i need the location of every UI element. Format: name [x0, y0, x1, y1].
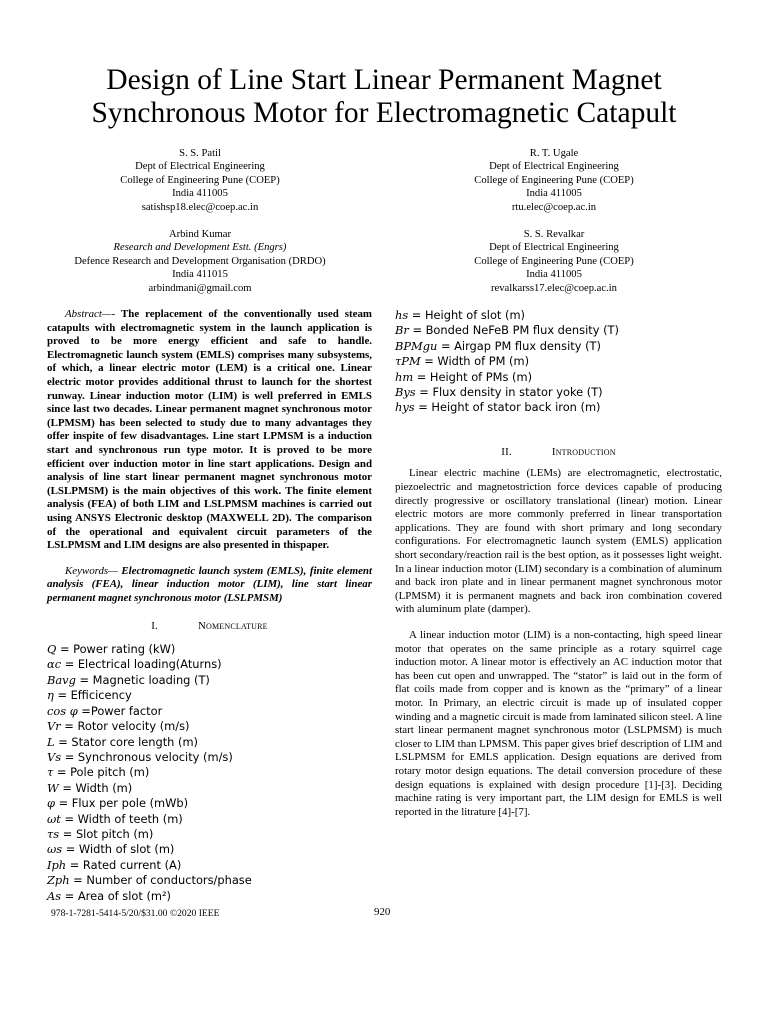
author-name: S. S. Patil [179, 148, 221, 159]
nomenclature-symbol: φ [47, 796, 55, 811]
nomenclature-item [47, 827, 372, 842]
abstract [47, 308, 372, 553]
nomenclature-description: = Height of stator back iron (m) [414, 400, 601, 415]
nomenclature-description: = Height of slot (m) [408, 308, 525, 322]
author-name: Arbind Kumar [168, 229, 232, 240]
nomenclature-list-right [395, 308, 722, 416]
nomenclature-description: = Flux density in stator yoke (T) [415, 385, 603, 400]
author-block-4 [404, 228, 704, 295]
author-dept: Research and Development Estt. (Engrs) [113, 242, 287, 254]
nomenclature-symbol: hys [395, 400, 415, 415]
author-org: College of Engineering Pune (COEP) [120, 174, 280, 186]
nomenclature-item [395, 400, 722, 415]
keywords-label: Keywords [65, 564, 109, 577]
section-number: I. [151, 620, 158, 633]
nomenclature-description: = Width of slot (m) [62, 842, 175, 857]
nomenclature-description: = Rated current (A) [66, 857, 182, 872]
author-block-1 [50, 147, 350, 214]
nomenclature-item [47, 781, 372, 796]
nomenclature-description: = Airgap PM flux density (T) [437, 338, 601, 353]
nomenclature-item [47, 842, 372, 857]
nomenclature-symbol: Vs [47, 749, 62, 764]
nomenclature-item [395, 354, 722, 369]
nomenclature-symbol: τs [47, 826, 60, 841]
section-title: Introduction [551, 445, 616, 458]
nomenclature-item [47, 688, 372, 703]
nomenclature-item [47, 873, 372, 888]
author-location: India 411005 [526, 188, 582, 200]
left-column [47, 308, 372, 904]
nomenclature-symbol: hm [395, 369, 414, 384]
abstract-label: Abstract [65, 308, 102, 320]
nomenclature-list-left [47, 642, 372, 904]
section-heading-nomenclature [47, 620, 372, 634]
nomenclature-symbol: ωt [47, 811, 61, 826]
nomenclature-symbol: hs [395, 308, 409, 322]
nomenclature-description: = Stator core length (m) [54, 734, 198, 749]
author-email: rtu.elec@coep.ac.in [511, 201, 597, 213]
nomenclature-description: = Magnetic loading (T) [75, 672, 210, 687]
nomenclature-item [395, 323, 722, 338]
nomenclature-item [47, 673, 372, 688]
nomenclature-symbol: cos φ [47, 703, 78, 718]
nomenclature-item [47, 704, 372, 719]
nomenclature-symbol: αc [47, 657, 62, 672]
nomenclature-item [47, 796, 372, 811]
nomenclature-symbol: As [47, 888, 62, 903]
author-dept: Dept of Electrical Engineering [135, 161, 265, 173]
nomenclature-symbol: Bys [395, 385, 416, 400]
author-location: India 411015 [172, 269, 228, 281]
nomenclature-description: = Width of teeth (m) [60, 811, 183, 826]
section-number: II. [501, 445, 512, 458]
nomenclature-symbol: Bavg [47, 672, 76, 687]
nomenclature-description: =Power factor [77, 703, 163, 718]
abstract-dash: —- [101, 308, 116, 320]
nomenclature-symbol: η [47, 688, 54, 703]
nomenclature-description: = Bonded NeFeB PM flux density (T) [408, 323, 619, 338]
nomenclature-symbol: Iph [47, 857, 67, 872]
section-title: Nomenclature [197, 620, 268, 633]
author-email: revalkarss17.elec@coep.ac.in [491, 282, 617, 294]
nomenclature-symbol: Vr [47, 719, 61, 734]
nomenclature-description: = Pole pitch (m) [53, 765, 150, 780]
nomenclature-item [47, 750, 372, 765]
intro-paragraph-2: A linear induction motor (LIM) is a non-contacting, high speed linear motor that operates on the same principle as a rotary squirrel cage induction motor. A linear motor is effectively an AC induction motor that has been cut open and unwrapped. The “stator” is laid out in the form of flat coils made from copper and is known as the “primary” of a linear motor. In Primary, an electric circuit is made up of insulated copper winding and a magnetic circuit is made from laminated silicon steel. A line start linear permanent magnet synchronous motor (LSLPMSM) is much closer to LIM than LPMSM. This paper gives brief description of LIM and LSLPMSM for EMLS application. Design equations are derived from rotary motor design equations. The detail conversion procedure of these design equations is explained with design procedure [1]-[3]. Deciding machine rating is very important part, the LIM design for EMLS is well reported in the litrature [4]-[7]. [395, 628, 722, 818]
nomenclature-item [47, 812, 372, 827]
nomenclature-symbol: τPM [395, 354, 421, 369]
paper-title: Design of Line Start Linear Permanent Magnet Synchronous Motor for Electromagnetic Catapult [91, 64, 677, 129]
nomenclature-description: = Width (m) [58, 780, 133, 795]
author-block-3 [40, 228, 360, 295]
nomenclature-description: = Flux per pole (mWb) [54, 796, 189, 811]
author-dept: Dept of Electrical Engineering [489, 161, 619, 173]
nomenclature-description: = Slot pitch (m) [59, 826, 154, 841]
keywords-dash: — [108, 564, 118, 577]
nomenclature-item [47, 657, 372, 672]
nomenclature-description: = Area of slot (m²) [61, 888, 172, 903]
nomenclature-description: = Width of PM (m) [420, 354, 530, 369]
nomenclature-item [395, 385, 722, 400]
page-number: 920 [374, 906, 391, 918]
author-org: Defence Research and Development Organisation (DRDO) [74, 255, 326, 267]
nomenclature-symbol: ωs [47, 842, 63, 857]
nomenclature-item [47, 735, 372, 750]
author-email: satishsp18.elec@coep.ac.in [141, 201, 259, 213]
intro-paragraph-1: Linear electric machine (LEMs) are electromagnetic, electrostatic, piezoelectric and magnetostriction force devices capable of producing directly progressive or oscillatory translational (linear) motion. Linear electric motors are more commonly preferred in linear transportation applications. They are found with short primary and long secondary configurations. For electromagnetic launch system (EMLS) application short secondary/reaction rail is the best option, as it possesses light weight. In a linear induction motor (LIM) secondary is a combination of aluminum and back iron plate and in linear permanent magnet synchronous motor (LPMSM) it is permanent magnets and back iron combination covered with aluminum plate (damper). [395, 467, 722, 616]
nomenclature-description: = Height of PMs (m) [413, 369, 533, 384]
nomenclature-description: = Electrical loading(Aturns) [61, 657, 222, 672]
nomenclature-description: = Number of conductors/phase [69, 873, 252, 888]
author-dept: Dept of Electrical Engineering [489, 242, 619, 254]
author-email: arbindmani@gmail.com [148, 282, 252, 294]
right-column [395, 308, 722, 819]
nomenclature-description: = Power rating (kW) [56, 642, 176, 657]
author-org: College of Engineering Pune (COEP) [474, 255, 634, 267]
nomenclature-symbol: L [47, 734, 55, 749]
nomenclature-item [47, 719, 372, 734]
abstract-text: The replacement of the conventionally used steam catapults with electromagnetic system in the launch application is proved to be more energy efficient and safe to handle. Electromagnetic launch system (EMLS) comprises many subsystems, of which, a linear electric motor (LEM) is a critical one. Linear electric motor provides additional thrust to launch for the shortest runway. Linear induction motor (LIM) is well preferred in EMLS since last two decades. Linear permanent magnet synchronous motor (LPMSM) has been selected to study due to many advantages they offer inspite of few disadvantages. Line start LPMSM is a induction start and synchronous run type motor. It is proved to be more efficient over induction motor in line start applications. Design and analysis of line start linear permanent magnet synchronous motor (LSLPMSM) is the main objectives of this work. The finite element analysis (FEA) of both LIM and LSLPMSM machines is carried out using ANSYS Electronic desktop (MAXWELL 2D). The comparison of the operational and equivalent circuit parameters of the LSLPMSM and LIM designs are also presented in thispaper. [47, 308, 372, 552]
nomenclature-item [395, 308, 722, 323]
nomenclature-item [47, 858, 372, 873]
nomenclature-item [47, 642, 372, 657]
nomenclature-item [395, 370, 722, 385]
footer-copyright: 978-1-7281-5414-5/20/$31.00 ©2020 IEEE [51, 908, 220, 919]
nomenclature-symbol: BPMgu [395, 338, 438, 353]
nomenclature-symbol: Zph [47, 873, 70, 888]
section-heading-introduction [395, 446, 722, 460]
author-location: India 411005 [172, 188, 228, 200]
nomenclature-item [47, 765, 372, 780]
nomenclature-item [395, 339, 722, 354]
nomenclature-description: = Rotor velocity (m/s) [60, 719, 190, 734]
nomenclature-symbol: Br [395, 323, 409, 338]
author-name: R. T. Ugale [529, 148, 579, 159]
nomenclature-symbol: W [47, 780, 59, 795]
author-name: S. S. Revalkar [523, 229, 585, 240]
author-location: India 411005 [526, 269, 582, 281]
nomenclature-symbol: Q [47, 642, 57, 657]
nomenclature-description: = Efficicency [53, 688, 132, 703]
keywords-text: Electromagnetic launch system (EMLS), finite element analysis (FEA), linear induction motor (LIM), line start linear permanent magnet synchronous motor (LSLPMSM) [47, 564, 372, 604]
author-org: College of Engineering Pune (COEP) [474, 174, 634, 186]
nomenclature-description: = Synchronous velocity (m/s) [61, 749, 233, 764]
nomenclature-symbol: τ [47, 765, 54, 780]
nomenclature-item [47, 889, 372, 904]
author-block-2 [404, 147, 704, 214]
keywords [47, 565, 372, 606]
